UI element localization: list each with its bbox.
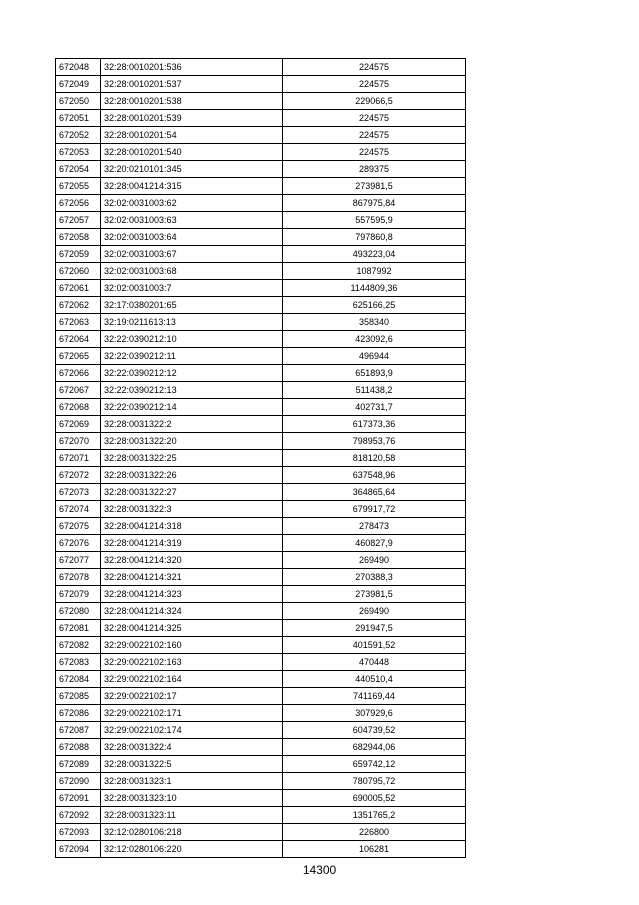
cadastral-number-cell: 32:29:0022102:160 bbox=[101, 637, 283, 654]
row-id-cell: 672067 bbox=[56, 382, 101, 399]
table-row bbox=[56, 552, 466, 569]
row-id-cell: 672080 bbox=[56, 603, 101, 620]
row-id-cell: 672059 bbox=[56, 246, 101, 263]
row-id-cell: 672092 bbox=[56, 807, 101, 824]
row-id-cell: 672069 bbox=[56, 416, 101, 433]
cadastral-number-cell: 32:28:0041214:321 bbox=[101, 569, 283, 586]
table-row bbox=[56, 688, 466, 705]
cadastral-number-cell: 32:02:0031003:7 bbox=[101, 280, 283, 297]
table-row bbox=[56, 314, 466, 331]
cadastral-number-cell: 32:28:0031322:3 bbox=[101, 501, 283, 518]
value-cell: 557595,9 bbox=[283, 212, 466, 229]
row-id-cell: 672054 bbox=[56, 161, 101, 178]
table-row bbox=[56, 144, 466, 161]
value-cell: 1087992 bbox=[283, 263, 466, 280]
row-id-cell: 672063 bbox=[56, 314, 101, 331]
value-cell: 797860,8 bbox=[283, 229, 466, 246]
data-table bbox=[55, 58, 466, 858]
cadastral-number-cell: 32:28:0010201:54 bbox=[101, 127, 283, 144]
row-id-cell: 672081 bbox=[56, 620, 101, 637]
row-id-cell: 672048 bbox=[56, 59, 101, 76]
cadastral-number-cell: 32:28:0041214:319 bbox=[101, 535, 283, 552]
row-id-cell: 672064 bbox=[56, 331, 101, 348]
row-id-cell: 672085 bbox=[56, 688, 101, 705]
cadastral-number-cell: 32:20:0210101:345 bbox=[101, 161, 283, 178]
cadastral-number-cell: 32:28:0041214:320 bbox=[101, 552, 283, 569]
cadastral-number-cell: 32:28:0031323:1 bbox=[101, 773, 283, 790]
cadastral-number-cell: 32:28:0031322:25 bbox=[101, 450, 283, 467]
table-row bbox=[56, 450, 466, 467]
row-id-cell: 672086 bbox=[56, 705, 101, 722]
table-row bbox=[56, 790, 466, 807]
row-id-cell: 672074 bbox=[56, 501, 101, 518]
value-cell: 364865,64 bbox=[283, 484, 466, 501]
table-row bbox=[56, 110, 466, 127]
cadastral-number-cell: 32:02:0031003:63 bbox=[101, 212, 283, 229]
cadastral-number-cell: 32:22:0390212:12 bbox=[101, 365, 283, 382]
value-cell: 278473 bbox=[283, 518, 466, 535]
value-cell: 229066,5 bbox=[283, 93, 466, 110]
row-id-cell: 672076 bbox=[56, 535, 101, 552]
table-row bbox=[56, 841, 466, 858]
value-cell: 1144809,36 bbox=[283, 280, 466, 297]
cadastral-number-cell: 32:28:0010201:539 bbox=[101, 110, 283, 127]
row-id-cell: 672090 bbox=[56, 773, 101, 790]
row-id-cell: 672083 bbox=[56, 654, 101, 671]
row-id-cell: 672050 bbox=[56, 93, 101, 110]
cadastral-number-cell: 32:28:0031322:2 bbox=[101, 416, 283, 433]
cadastral-number-cell: 32:28:0031322:5 bbox=[101, 756, 283, 773]
value-cell: 289375 bbox=[283, 161, 466, 178]
value-cell: 818120,58 bbox=[283, 450, 466, 467]
value-cell: 798953,76 bbox=[283, 433, 466, 450]
cadastral-number-cell: 32:28:0010201:536 bbox=[101, 59, 283, 76]
row-id-cell: 672087 bbox=[56, 722, 101, 739]
value-cell: 625166,25 bbox=[283, 297, 466, 314]
value-cell: 402731,7 bbox=[283, 399, 466, 416]
row-id-cell: 672072 bbox=[56, 467, 101, 484]
table-row bbox=[56, 382, 466, 399]
value-cell: 690005,52 bbox=[283, 790, 466, 807]
cadastral-number-cell: 32:28:0041214:325 bbox=[101, 620, 283, 637]
row-id-cell: 672079 bbox=[56, 586, 101, 603]
data-table-container bbox=[55, 58, 466, 858]
table-row bbox=[56, 365, 466, 382]
row-id-cell: 672077 bbox=[56, 552, 101, 569]
row-id-cell: 672053 bbox=[56, 144, 101, 161]
row-id-cell: 672093 bbox=[56, 824, 101, 841]
cadastral-number-cell: 32:28:0041214:324 bbox=[101, 603, 283, 620]
value-cell: 493223,04 bbox=[283, 246, 466, 263]
cadastral-number-cell: 32:28:0010201:537 bbox=[101, 76, 283, 93]
table-row bbox=[56, 824, 466, 841]
table-row bbox=[56, 586, 466, 603]
value-cell: 273981,5 bbox=[283, 178, 466, 195]
table-row bbox=[56, 637, 466, 654]
table-row bbox=[56, 705, 466, 722]
table-row bbox=[56, 484, 466, 501]
table-row bbox=[56, 620, 466, 637]
table-row bbox=[56, 756, 466, 773]
row-id-cell: 672088 bbox=[56, 739, 101, 756]
cadastral-number-cell: 32:02:0031003:68 bbox=[101, 263, 283, 280]
cadastral-number-cell: 32:28:0041214:323 bbox=[101, 586, 283, 603]
value-cell: 651893,9 bbox=[283, 365, 466, 382]
table-row bbox=[56, 93, 466, 110]
table-row bbox=[56, 535, 466, 552]
cadastral-number-cell: 32:12:0280106:218 bbox=[101, 824, 283, 841]
value-cell: 440510,4 bbox=[283, 671, 466, 688]
cadastral-number-cell: 32:28:0010201:540 bbox=[101, 144, 283, 161]
table-row bbox=[56, 263, 466, 280]
value-cell: 496944 bbox=[283, 348, 466, 365]
table-row bbox=[56, 348, 466, 365]
value-cell: 106281 bbox=[283, 841, 466, 858]
value-cell: 273981,5 bbox=[283, 586, 466, 603]
cadastral-number-cell: 32:19:0211613:13 bbox=[101, 314, 283, 331]
cadastral-number-cell: 32:28:0041214:318 bbox=[101, 518, 283, 535]
value-cell: 679917,72 bbox=[283, 501, 466, 518]
value-cell: 226800 bbox=[283, 824, 466, 841]
cadastral-number-cell: 32:28:0031322:4 bbox=[101, 739, 283, 756]
value-cell: 470448 bbox=[283, 654, 466, 671]
value-cell: 401591,52 bbox=[283, 637, 466, 654]
table-row bbox=[56, 399, 466, 416]
cadastral-number-cell: 32:28:0010201:538 bbox=[101, 93, 283, 110]
cadastral-number-cell: 32:28:0031322:20 bbox=[101, 433, 283, 450]
value-cell: 741169,44 bbox=[283, 688, 466, 705]
cadastral-number-cell: 32:28:0031322:26 bbox=[101, 467, 283, 484]
cadastral-number-cell: 32:28:0031323:10 bbox=[101, 790, 283, 807]
cadastral-number-cell: 32:29:0022102:171 bbox=[101, 705, 283, 722]
table-row bbox=[56, 127, 466, 144]
row-id-cell: 672058 bbox=[56, 229, 101, 246]
row-id-cell: 672057 bbox=[56, 212, 101, 229]
value-cell: 780795,72 bbox=[283, 773, 466, 790]
row-id-cell: 672052 bbox=[56, 127, 101, 144]
value-cell: 269490 bbox=[283, 552, 466, 569]
table-row bbox=[56, 518, 466, 535]
cadastral-number-cell: 32:29:0022102:164 bbox=[101, 671, 283, 688]
row-id-cell: 672091 bbox=[56, 790, 101, 807]
page-number: 14300 bbox=[302, 863, 337, 877]
table-body bbox=[56, 59, 466, 858]
cadastral-number-cell: 32:29:0022102:174 bbox=[101, 722, 283, 739]
table-row bbox=[56, 416, 466, 433]
value-cell: 358340 bbox=[283, 314, 466, 331]
row-id-cell: 672068 bbox=[56, 399, 101, 416]
value-cell: 682944,06 bbox=[283, 739, 466, 756]
value-cell: 224575 bbox=[283, 110, 466, 127]
cadastral-number-cell: 32:29:0022102:163 bbox=[101, 654, 283, 671]
value-cell: 270388,3 bbox=[283, 569, 466, 586]
cadastral-number-cell: 32:22:0390212:10 bbox=[101, 331, 283, 348]
row-id-cell: 672078 bbox=[56, 569, 101, 586]
row-id-cell: 672071 bbox=[56, 450, 101, 467]
row-id-cell: 672061 bbox=[56, 280, 101, 297]
row-id-cell: 672060 bbox=[56, 263, 101, 280]
row-id-cell: 672084 bbox=[56, 671, 101, 688]
table-row bbox=[56, 195, 466, 212]
cadastral-number-cell: 32:22:0390212:11 bbox=[101, 348, 283, 365]
value-cell: 511438,2 bbox=[283, 382, 466, 399]
value-cell: 1351765,2 bbox=[283, 807, 466, 824]
table-row bbox=[56, 76, 466, 93]
table-row bbox=[56, 178, 466, 195]
row-id-cell: 672062 bbox=[56, 297, 101, 314]
row-id-cell: 672089 bbox=[56, 756, 101, 773]
table-row bbox=[56, 59, 466, 76]
row-id-cell: 672049 bbox=[56, 76, 101, 93]
row-id-cell: 672082 bbox=[56, 637, 101, 654]
value-cell: 307929,6 bbox=[283, 705, 466, 722]
table-row bbox=[56, 467, 466, 484]
table-row bbox=[56, 297, 466, 314]
table-row bbox=[56, 807, 466, 824]
value-cell: 224575 bbox=[283, 59, 466, 76]
table-row bbox=[56, 654, 466, 671]
row-id-cell: 672073 bbox=[56, 484, 101, 501]
cadastral-number-cell: 32:28:0031323:11 bbox=[101, 807, 283, 824]
value-cell: 291947,5 bbox=[283, 620, 466, 637]
row-id-cell: 672055 bbox=[56, 178, 101, 195]
table-row bbox=[56, 161, 466, 178]
table-row bbox=[56, 501, 466, 518]
cadastral-number-cell: 32:02:0031003:64 bbox=[101, 229, 283, 246]
cadastral-number-cell: 32:02:0031003:62 bbox=[101, 195, 283, 212]
table-row bbox=[56, 433, 466, 450]
table-row bbox=[56, 246, 466, 263]
cadastral-number-cell: 32:02:0031003:67 bbox=[101, 246, 283, 263]
row-id-cell: 672094 bbox=[56, 841, 101, 858]
value-cell: 460827,9 bbox=[283, 535, 466, 552]
cadastral-number-cell: 32:29:0022102:17 bbox=[101, 688, 283, 705]
cadastral-number-cell: 32:22:0390212:14 bbox=[101, 399, 283, 416]
row-id-cell: 672051 bbox=[56, 110, 101, 127]
value-cell: 867975,84 bbox=[283, 195, 466, 212]
cadastral-number-cell: 32:12:0280106:220 bbox=[101, 841, 283, 858]
table-row bbox=[56, 229, 466, 246]
table-row bbox=[56, 331, 466, 348]
row-id-cell: 672066 bbox=[56, 365, 101, 382]
table-row bbox=[56, 212, 466, 229]
value-cell: 604739,52 bbox=[283, 722, 466, 739]
table-row bbox=[56, 722, 466, 739]
value-cell: 224575 bbox=[283, 144, 466, 161]
cadastral-number-cell: 32:17:0380201:65 bbox=[101, 297, 283, 314]
row-id-cell: 672065 bbox=[56, 348, 101, 365]
table-row bbox=[56, 739, 466, 756]
value-cell: 224575 bbox=[283, 76, 466, 93]
cadastral-number-cell: 32:22:0390212:13 bbox=[101, 382, 283, 399]
table-row bbox=[56, 603, 466, 620]
cadastral-number-cell: 32:28:0041214:315 bbox=[101, 178, 283, 195]
value-cell: 423092,6 bbox=[283, 331, 466, 348]
row-id-cell: 672056 bbox=[56, 195, 101, 212]
row-id-cell: 672070 bbox=[56, 433, 101, 450]
table-row bbox=[56, 280, 466, 297]
row-id-cell: 672075 bbox=[56, 518, 101, 535]
value-cell: 617373,36 bbox=[283, 416, 466, 433]
cadastral-number-cell: 32:28:0031322:27 bbox=[101, 484, 283, 501]
table-row bbox=[56, 773, 466, 790]
value-cell: 659742,12 bbox=[283, 756, 466, 773]
table-row bbox=[56, 569, 466, 586]
table-row bbox=[56, 671, 466, 688]
value-cell: 224575 bbox=[283, 127, 466, 144]
value-cell: 269490 bbox=[283, 603, 466, 620]
value-cell: 637548,96 bbox=[283, 467, 466, 484]
